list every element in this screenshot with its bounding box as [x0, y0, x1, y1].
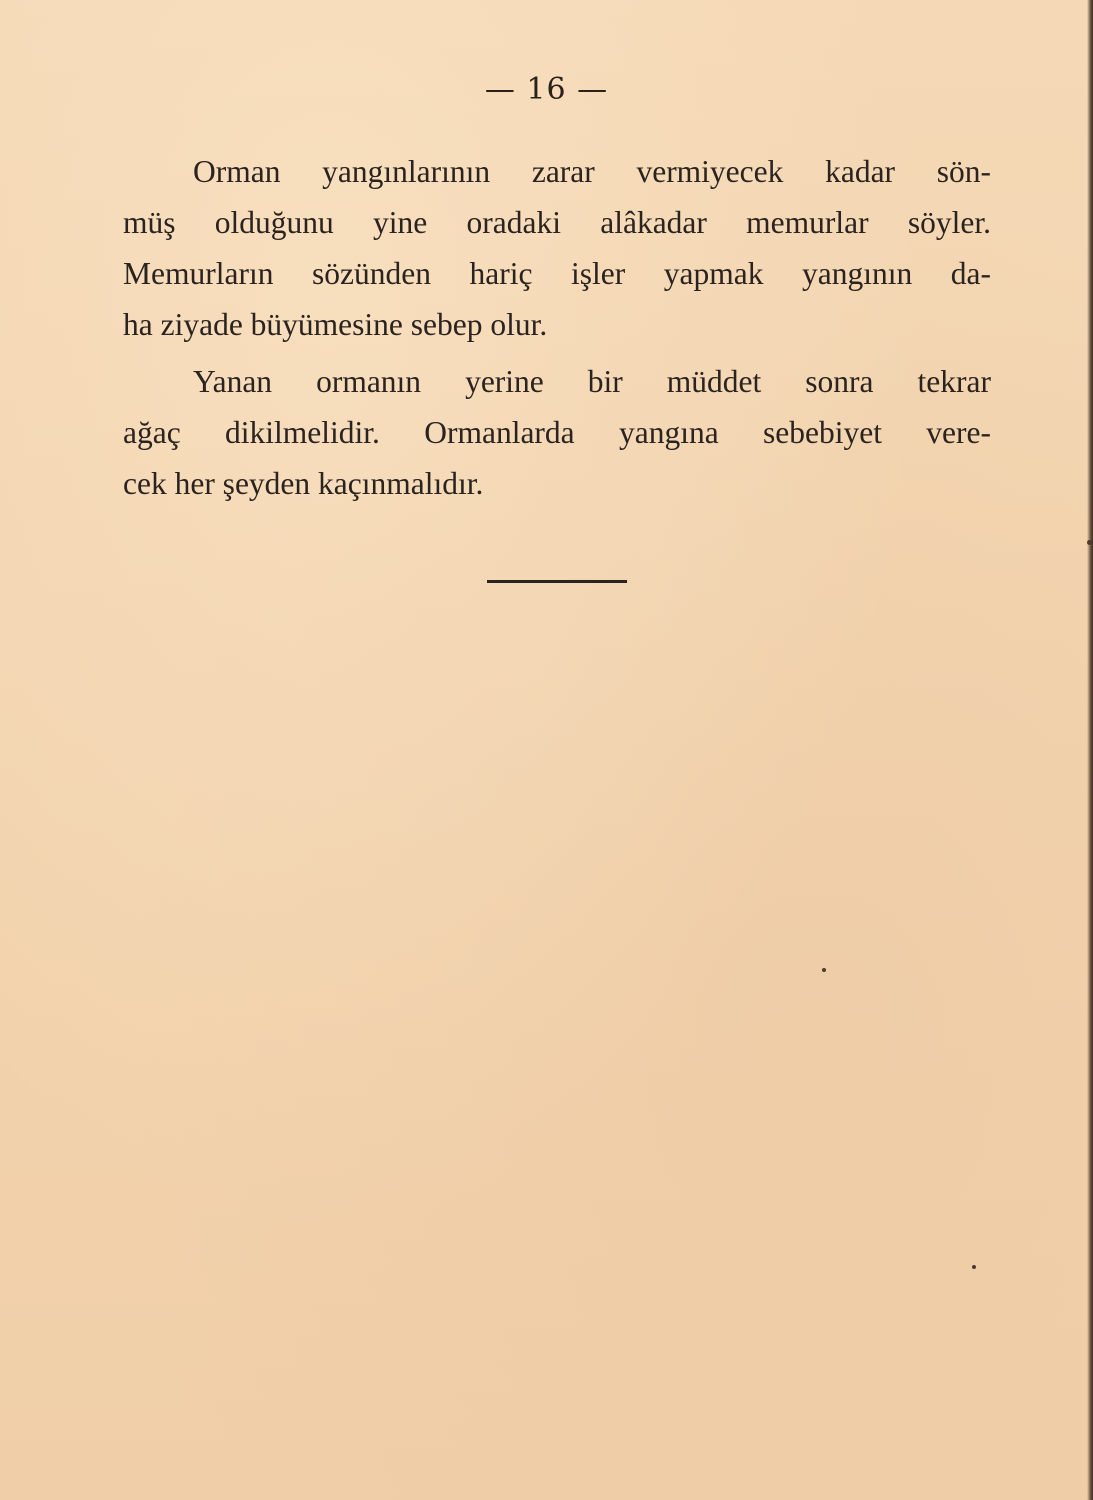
page-number: — 16 — — [484, 72, 609, 107]
paragraph-1-line-4: ha ziyade büyümesine sebep olur. — [123, 307, 548, 342]
section-divider-rule — [487, 580, 627, 583]
page-edge-shadow — [1087, 0, 1093, 1500]
paper-speck — [1087, 540, 1092, 545]
paper-speck — [972, 1265, 976, 1269]
paragraph-2 — [123, 356, 991, 509]
paragraph-1 — [123, 146, 991, 350]
paragraph-2-line-1: Yanan ormanın yerine bir müddet sonra tekrar — [193, 364, 991, 399]
paragraph-2-line-2: ağaç dikilmelidir. Ormanlarda yangına sebebiyet vere- — [123, 415, 991, 450]
paragraph-1-line-1: Orman yangınlarının zarar vermiyecek kadar sön- — [193, 154, 991, 189]
paragraph-2-line-3: cek her şeyden kaçınmalıdır. — [123, 466, 484, 501]
paper-speck — [822, 968, 826, 972]
paragraph-1-line-3: Memurların sözünden hariç işler yapmak yangının da- — [123, 256, 991, 291]
paragraph-1-line-2: müş olduğunu yine oradaki alâkadar memurlar söyler. — [123, 205, 991, 240]
